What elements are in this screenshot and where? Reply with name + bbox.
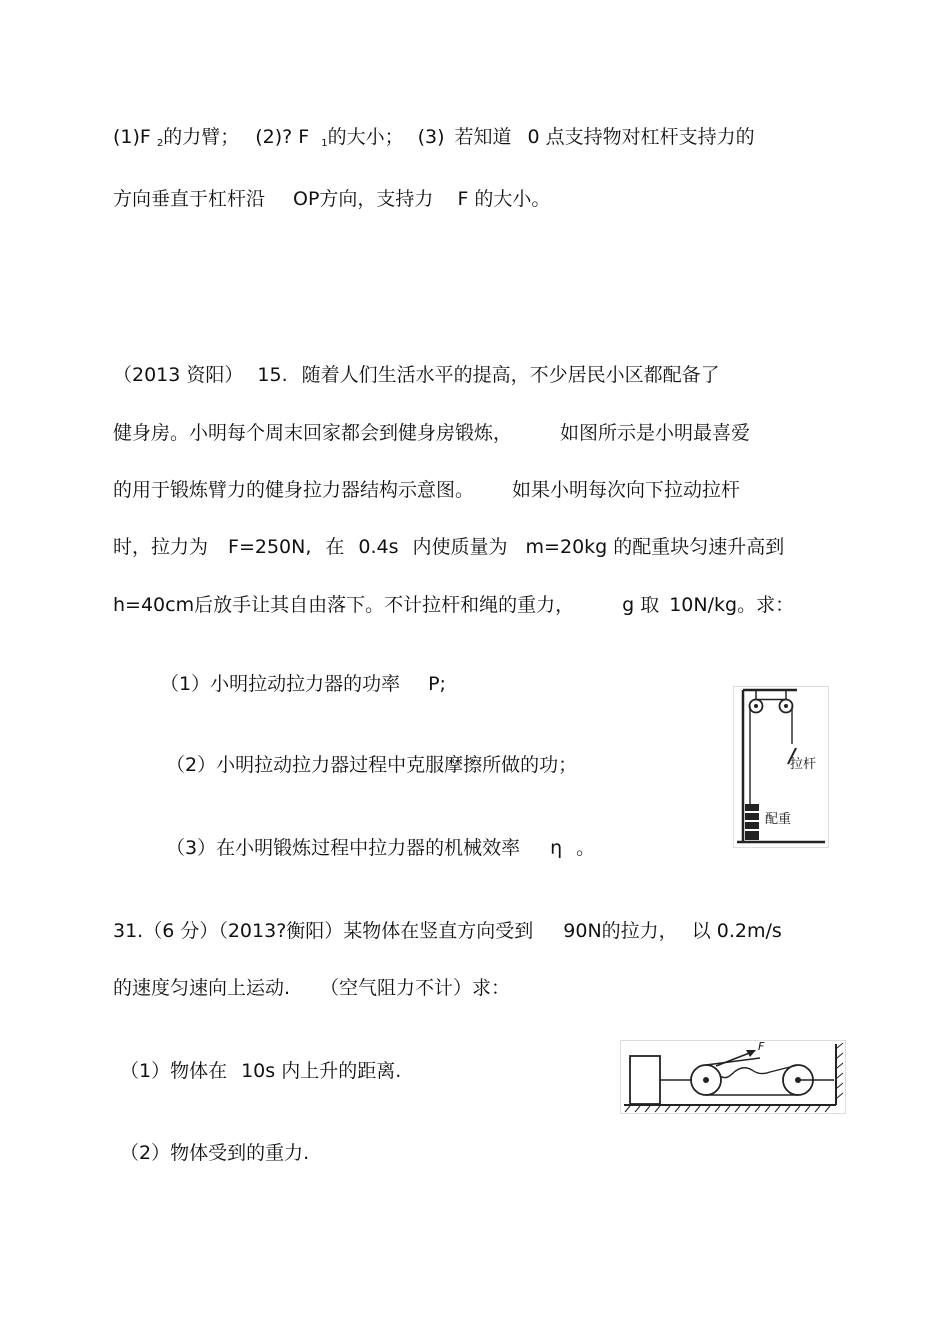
p1-l1-a: (1)F bbox=[113, 126, 151, 148]
q31-sub1-a: （1）物体在 bbox=[120, 1060, 228, 1082]
pulley-exerciser-figure bbox=[733, 686, 829, 848]
belt-pulley-figure bbox=[620, 1040, 846, 1114]
q15-l4-b: F=250N, bbox=[228, 536, 312, 558]
p1-l1-g: 0 点支持物对杠杆支持力的 bbox=[527, 126, 755, 148]
q15-l2-a: 健身房。小明每个周末回家都会到健身房锻炼， bbox=[113, 422, 513, 444]
p1-line-1 bbox=[113, 124, 755, 157]
q15-l4-d: 0.4s bbox=[358, 536, 399, 558]
p1-l1-c-sub: 1 bbox=[321, 138, 328, 149]
q31-line-1 bbox=[113, 918, 782, 944]
q31-sub-2 bbox=[120, 1140, 309, 1166]
q31-l1-b: 90N的拉力， bbox=[563, 920, 678, 942]
p1-l1-f: 若知道 bbox=[454, 126, 512, 148]
q15-sub-1 bbox=[160, 671, 446, 697]
q15-l5-c: 10N/kg。求： bbox=[669, 594, 795, 616]
q31-l2-a: 的速度匀速向上运动. bbox=[113, 977, 291, 999]
p1-l2-c: F 的大小。 bbox=[457, 188, 551, 210]
q31-l1-a: 31.（6 分）（2013?衡阳）某物体在竖直方向受到 bbox=[113, 920, 534, 942]
q15-sub1-a: （1）小明拉动拉力器的功率 bbox=[160, 673, 401, 695]
q15-l1-c: 随着人们生活水平的提高，不少居民小区都配备了 bbox=[301, 364, 720, 386]
p1-l1-c: (2)? F bbox=[255, 126, 310, 148]
q15-line-2 bbox=[113, 420, 750, 446]
q15-l5-a: h=40cm后放手让其自由落下。不计拉杆和绳的重力， bbox=[113, 594, 575, 616]
q15-sub3-c: 。 bbox=[576, 837, 596, 859]
q15-l5-b: g 取 bbox=[622, 594, 660, 616]
q31-sub2-text: （2）物体受到的重力. bbox=[120, 1142, 310, 1164]
rod-label: 拉杆 bbox=[790, 757, 817, 772]
p1-l2-a: 方向垂直于杠杆沿 bbox=[113, 188, 266, 210]
q15-sub3-a: （3）在小明锻炼过程中拉力器的机械效率 bbox=[166, 837, 521, 859]
q15-line-5 bbox=[113, 592, 794, 618]
force-label: F bbox=[758, 1040, 765, 1053]
p1-l1-b: 的力臂； bbox=[163, 126, 240, 148]
p1-l1-e: (3) bbox=[417, 126, 445, 148]
q15-sub-2 bbox=[166, 752, 577, 778]
q15-l1-a: （2013 资阳） bbox=[113, 364, 244, 386]
q15-l4-c: 在 bbox=[325, 536, 345, 558]
q15-sub2-text: （2）小明拉动拉力器过程中克服摩擦所做的功； bbox=[166, 754, 578, 776]
q31-line-2 bbox=[113, 975, 510, 1001]
p1-l2-b: OP方向，支持力 bbox=[293, 188, 434, 210]
q15-l3-a: 的用于锻炼臂力的健身拉力器结构示意图。 bbox=[113, 479, 475, 501]
p1-l1-d: 的大小； bbox=[327, 126, 404, 148]
p1-line-2 bbox=[113, 186, 550, 212]
q31-l1-c: 以 0.2m/s bbox=[691, 920, 782, 942]
q31-l2-b: （空气阻力不计）求： bbox=[320, 977, 511, 999]
q15-l4-a: 时，拉力为 bbox=[113, 536, 209, 558]
q15-l3-b: 如果小明每次向下拉动拉杆 bbox=[512, 479, 741, 501]
weight-label: 配重 bbox=[765, 812, 792, 827]
q15-line-4 bbox=[113, 534, 784, 560]
q15-sub-3 bbox=[166, 835, 595, 861]
q15-sub3-b: η bbox=[550, 837, 563, 859]
q15-l4-f: m=20kg 的配重块匀速升高到 bbox=[525, 536, 785, 558]
q31-sub1-b: 10s 内上升的距离. bbox=[241, 1060, 402, 1082]
p1-l1-a-sub: 2 bbox=[156, 138, 164, 149]
q15-line-1 bbox=[113, 362, 720, 388]
q31-sub-1 bbox=[120, 1058, 401, 1084]
q15-l4-e: 内使质量为 bbox=[412, 536, 508, 558]
q15-l1-b: 15. bbox=[257, 364, 288, 386]
q15-line-3 bbox=[113, 477, 740, 503]
q15-l2-b: 如图所示是小明最喜爱 bbox=[560, 422, 751, 444]
q15-sub1-b: P; bbox=[428, 673, 446, 695]
